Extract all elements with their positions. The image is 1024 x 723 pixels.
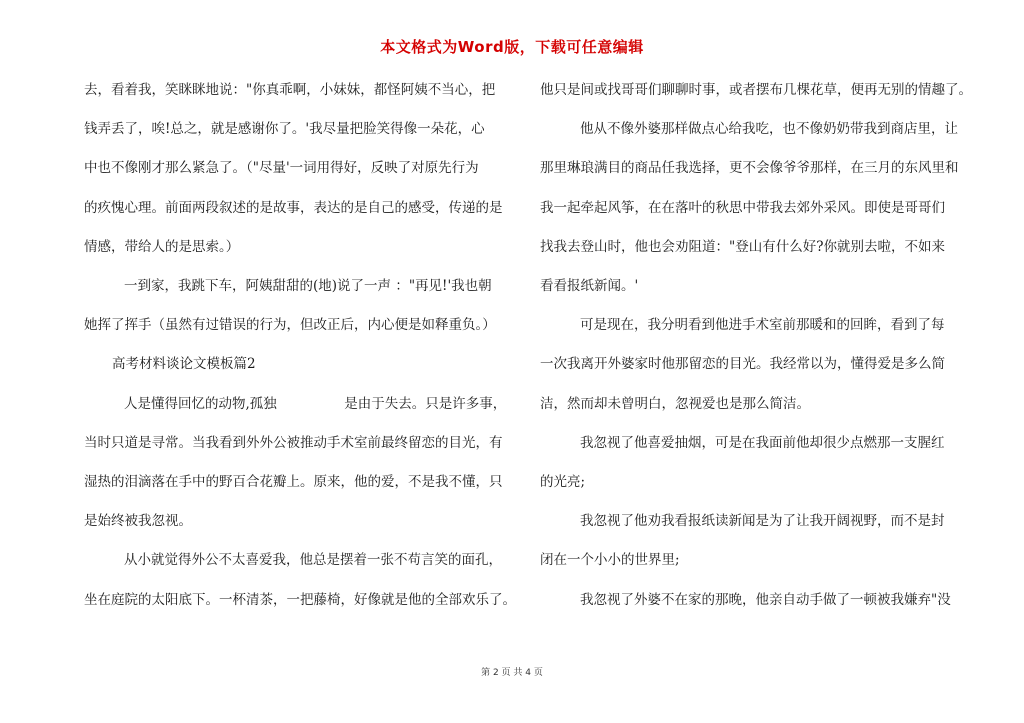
text-line: 我忽视了外婆不在家的那晚，他亲自动手做了一顿被我嫌弃"没 [580,591,951,608]
text-line: 他从不像外婆那样做点心给我吃，也不像奶奶带我到商店里，让 [580,121,958,138]
text-line: 那里琳琅满目的商品任我选择，更不会像爷爷那样，在三月的东风里和 [540,160,959,177]
text-line: 的疚愧心理。前面两段叙述的是故事，表达的是自己的感受，传递的是 [84,199,503,216]
text-line: 从小就觉得外公不太喜爱我，他总是摆着一张不苟言笑的面孔， [124,552,502,569]
text-line: 闭在一个小小的世界里; [540,552,680,569]
section-heading: 高考材料谈论文模板篇2 [112,356,256,373]
text-line: 我一起牵起风筝，在在落叶的秋思中带我去郊外采风。即使是哥哥们 [540,199,945,216]
text-line: 中也不像刚才那么紧急了。（"尽量'一词用得好，反映了对原先行为 [84,160,479,177]
text-line: 她挥了挥手（虽然有过错误的行为，但改正后，内心便是如释重负。） [84,317,496,334]
text-line: 的光亮; [540,474,586,490]
page-footer: 第 2 页 共 4 页 [481,668,543,678]
text-line: 当时只道是寻常。当我看到外外公被推动手术室前最终留恋的目光，有 [84,434,503,451]
text-line: 情感，带给人的是思索。） [84,238,240,255]
text-line: 我忽视了他喜爱抽烟，可是在我面前他却很少点燃那一支腥红 [580,434,945,451]
page-banner: 本文格式为Word版，下载可任意编辑 [380,38,644,56]
text-line: 看看报纸新闻。' [540,278,639,294]
text-line: 我忽视了他劝我看报纸读新闻是为了让我开阔视野，而不是封 [580,513,945,530]
text-line: 一到家，我跳下车，阿姨甜甜的(地)说了一声 ："再见!'我也朝 [124,278,492,294]
text-line: 坐在庭院的太阳底下。一杯清茶，一把藤椅，好像就是他的全部欢乐了。 [84,591,516,608]
text-line: 钱弄丢了，唉!总之，就是感谢你了。'我尽量把脸笑得像一朵花，心 [84,121,485,138]
text-line: 人是懂得回忆的动物,孤独 是由于失去。只是许多事， [124,395,507,412]
text-line: 他只是间或找哥哥们聊聊时事，或者摆布几棵花草，便再无别的情趣了。 [540,82,972,98]
text-line: 找我去登山时，他也会劝阻道："登山有什么好?你就别去啦，不如来 [540,238,945,255]
text-line: 可是现在，我分明看到他进手术室前那暖和的回眸，看到了每 [580,317,945,334]
text-line: 是始终被我忽视。 [84,513,192,530]
text-line: 湿热的泪滴落在手中的野百合花瓣上。原来，他的爱，不是我不懂，只 [84,474,503,490]
text-line: 洁，然而却未曾明白，忽视爱也是那么简洁。 [540,395,810,412]
text-line: 一次我离开外婆家时他那留恋的目光。我经常以为，懂得爱是多么简 [540,356,945,373]
text-line: 去，看着我，笑眯眯地说："你真乖啊，小妹妹，都怪阿姨不当心，把 [84,82,496,98]
